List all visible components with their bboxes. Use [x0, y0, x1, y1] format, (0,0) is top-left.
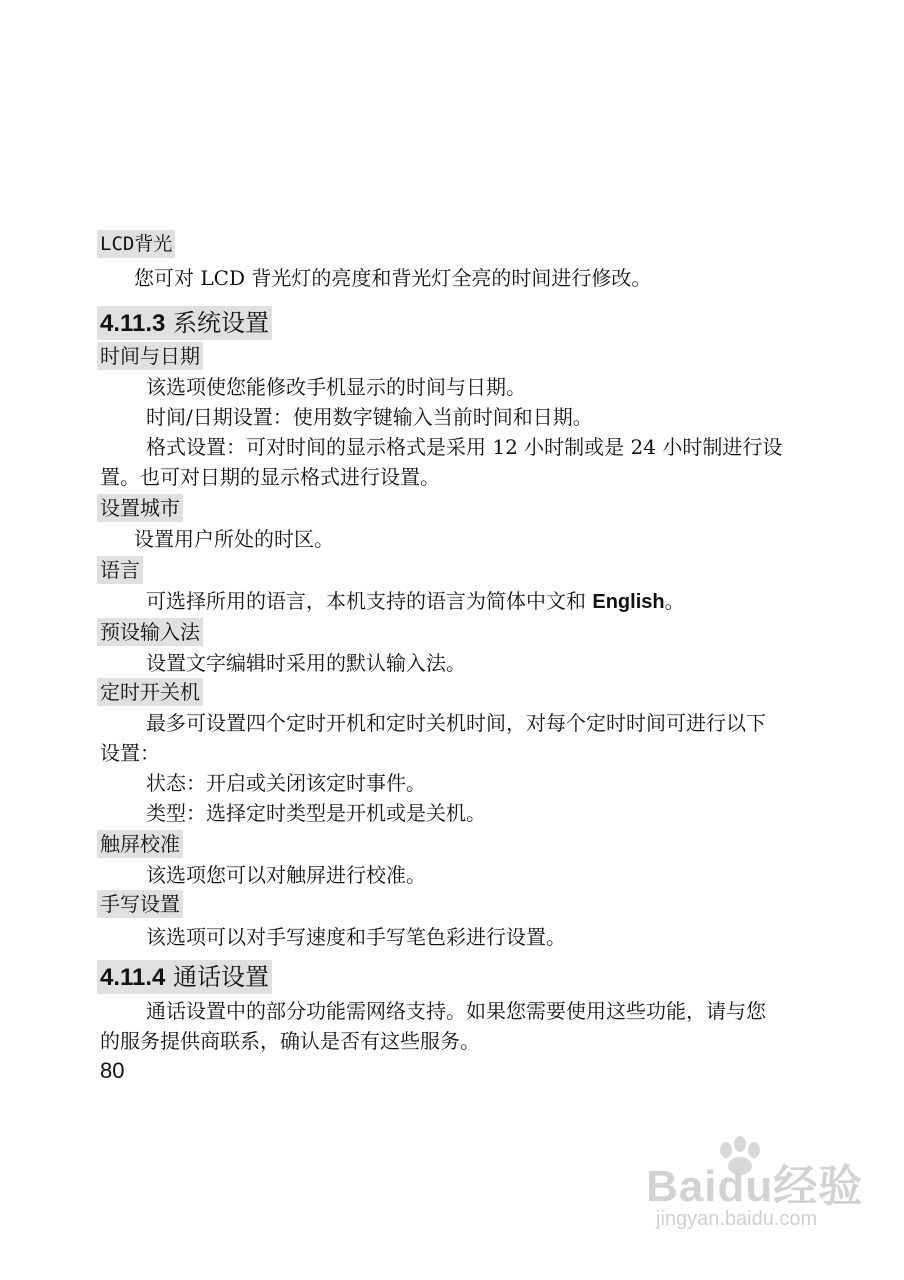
language-text-suffix: 。	[664, 589, 685, 613]
section-number: 4.11.4	[100, 964, 166, 991]
time-date-line-4: 置。也可对日期的显示格式进行设置。	[100, 465, 440, 489]
handwriting-text: 该选项可以对手写速度和手写笔色彩进行设置。	[146, 925, 566, 949]
scheduled-power-line-2: 设置：	[100, 741, 160, 765]
watermark-logo: Baidu经验	[646, 1162, 864, 1211]
heading-set-city: 设置城市	[97, 494, 183, 522]
heading-lcd-backlight: LCD背光	[97, 230, 175, 258]
heading-input-method: 预设输入法	[97, 618, 203, 646]
heading-time-date: 时间与日期	[97, 342, 203, 370]
call-settings-line-2: 的服务提供商联系，确认是否有这些服务。	[100, 1029, 480, 1053]
time-date-line-1: 该选项使您能修改手机显示的时间与日期。	[146, 375, 526, 399]
scheduled-power-line-3: 状态：开启或关闭该定时事件。	[146, 771, 426, 795]
heading-language: 语言	[97, 556, 143, 584]
section-title-text: 系统设置	[173, 309, 270, 337]
section-title-system-settings	[97, 306, 272, 340]
call-settings-line-1: 通话设置中的部分功能需网络支持。如果您需要使用这些功能，请与您	[146, 999, 766, 1023]
heading-touch-calibration: 触屏校准	[97, 830, 183, 858]
touch-calibration-text: 该选项您可以对触屏进行校准。	[146, 863, 426, 887]
heading-handwriting: 手写设置	[97, 890, 183, 918]
scheduled-power-line-4: 类型：选择定时类型是开机或是关机。	[146, 801, 486, 825]
section-number: 4.11.3	[100, 310, 166, 337]
language-english: English	[592, 591, 665, 613]
lcd-backlight-text: 您可对 LCD 背光灯的亮度和背光灯全亮的时间进行修改。	[134, 266, 652, 290]
time-date-line-2: 时间/日期设置：使用数字键输入当前时间和日期。	[146, 405, 593, 429]
page-number: 80	[100, 1058, 125, 1083]
set-city-text: 设置用户所处的时区。	[134, 527, 334, 551]
section-title-text: 通话设置	[173, 963, 270, 991]
baidu-watermark	[646, 1136, 864, 1246]
heading-scheduled-power: 定时开关机	[97, 678, 203, 706]
input-method-text: 设置文字编辑时采用的默认输入法。	[146, 651, 466, 675]
language-text-prefix: 可选择所用的语言，本机支持的语言为简体中文和	[146, 589, 593, 613]
scheduled-power-line-1: 最多可设置四个定时开机和定时关机时间，对每个定时时间可进行以下	[146, 711, 766, 735]
watermark-url: jingyan.baidu.com	[656, 1208, 818, 1230]
language-text	[146, 586, 685, 617]
section-title-call-settings	[97, 960, 272, 994]
time-date-line-3: 格式设置：可对时间的显示格式是采用 12 小时制或是 24 小时制进行设	[146, 435, 783, 459]
